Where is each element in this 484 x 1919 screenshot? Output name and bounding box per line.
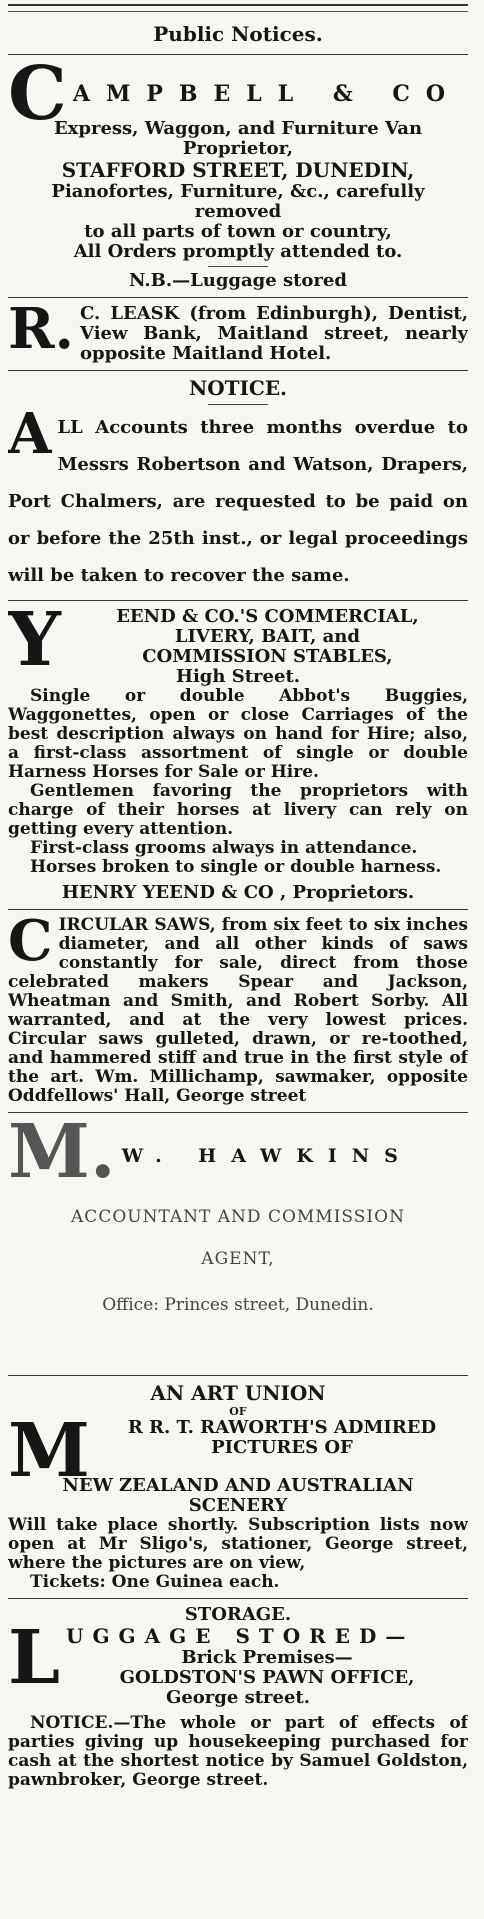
art-union-of: OF: [229, 1405, 247, 1418]
art-union-heading: AN ART UNION: [150, 1381, 326, 1405]
ad-hawkins-office: Office: Princes street, Dunedin.: [102, 1295, 374, 1315]
drop-cap: M: [8, 1418, 90, 1494]
art-union-title-2: PICTURES OF: [211, 1437, 353, 1458]
drop-cap: A: [8, 409, 52, 467]
notice-heading: NOTICE.: [188, 376, 288, 400]
notice-text: LL Accounts three months overdue to Messrs Robertson and Watson, Drapers, Port Chalmers, are requested to be paid on or before the 25th inst., or legal proceedings will be taken to recover the same.: [8, 417, 468, 586]
ad-campbell-address: STAFFORD STREET, DUNEDIN,: [61, 158, 415, 182]
ad-saws-text: IRCULAR SAWS, from six feet to six inches diameter, and all other kinds of saws constantly for sale, direct from those celebrated makers Spear and Jackson, Wheatman and Smith, and Robert Sorby. All warranted, and at the very lowest prices. Circular saws gulleted, drawn, or re-toothed, and hammered stiff and true in the first style of the art. Wm. Millichamp, sawmaker, opposite Oddfellows' Hall, George street: [8, 916, 468, 1106]
short-rule: [208, 266, 268, 267]
ad-campbell: [8, 61, 468, 291]
storage-notice: NOTICE.—The whole or part of effects of parties giving up housekeeping purchased for cash at the shortest notice by Samuel Goldston, pawnbroker, George street.: [8, 1713, 468, 1790]
ad-storage: [8, 1625, 468, 1790]
art-union-title-4: SCENERY: [188, 1495, 288, 1516]
art-union-title-1: R R. T. RAWORTH'S ADMIRED: [127, 1418, 437, 1438]
top-rule: [8, 4, 468, 12]
ad-hawkins: [8, 1119, 468, 1369]
art-union-title-3: NEW ZEALAND AND AUSTRALIAN: [62, 1475, 414, 1496]
short-rule: [208, 404, 268, 405]
ad-campbell-nb: N.B.—Luggage stored: [129, 270, 347, 291]
ad-campbell-line-2: Proprietor,: [182, 138, 294, 159]
art-union-tickets: Tickets: One Guinea each.: [30, 1572, 280, 1592]
ad-yeend-street: High Street.: [175, 666, 301, 687]
ad-yeend-title-2: LIVERY, BAIT, and: [174, 626, 360, 647]
drop-cap: C: [8, 916, 53, 974]
drop-cap: M.: [8, 1119, 116, 1195]
ad-campbell-line-3: Pianofortes, Furniture, &c., carefully removed: [51, 181, 425, 222]
divider: [8, 909, 468, 910]
ad-yeend-para-1: Single or double Abbot's Buggies, Waggonettes, open or close Carriages of the best description always on hand for Hire; also, a first-class assortment of single or double Harness Horses for Sale or Hire.: [8, 686, 468, 782]
divider: [8, 1112, 468, 1113]
ad-campbell-line-5: All Orders promptly attended to.: [73, 241, 403, 262]
ad-leask: [8, 304, 468, 364]
ad-yeend-para-3: First-class grooms always in attendance.: [30, 838, 418, 858]
ad-hawkins-name: W. HAWKINS: [121, 1145, 413, 1167]
drop-cap: R.: [8, 304, 75, 362]
storage-line-3: George street.: [165, 1687, 311, 1708]
storage-heading: STORAGE.: [184, 1604, 292, 1625]
ad-yeend-para-2: Gentlemen favoring the proprietors with charge of their horses at livery can rely on getting every attention.: [8, 781, 468, 839]
ad-notice: [8, 409, 468, 594]
divider: [8, 600, 468, 601]
storage-title: UGGAGE STORED—: [66, 1625, 415, 1648]
ad-yeend: [8, 607, 468, 903]
storage-line-1: Brick Premises—: [181, 1647, 353, 1668]
ad-saws: [8, 916, 468, 1106]
ad-hawkins-line-2: AGENT,: [201, 1249, 275, 1269]
divider: [8, 54, 468, 55]
ad-leask-text: C. LEASK (from Edinburgh), Dentist, View Bank, Maitland street, nearly opposite Maitland Hotel.: [80, 304, 468, 364]
divider: [8, 1598, 468, 1599]
ad-campbell-line-4: to all parts of town or country,: [84, 221, 392, 242]
ad-yeend-title-1: EEND & CO.'S COMMERCIAL,: [116, 607, 419, 627]
art-union-text: Will take place shortly. Subscription lists now open at Mr Sligo's, stationer, George street, where the pictures are on view,: [8, 1515, 468, 1573]
divider: [8, 1375, 468, 1376]
ad-yeend-title-3: COMMISSION STABLES,: [142, 646, 393, 667]
ad-campbell-line-1: Express, Waggon, and Furniture Van: [53, 118, 423, 139]
ad-yeend-signature: HENRY YEEND & CO , Proprietors.: [61, 882, 415, 903]
section-heading: Public Notices.: [153, 22, 323, 46]
ad-campbell-name: AMPBELL & CO: [72, 81, 462, 107]
ad-art-union: [8, 1418, 468, 1592]
drop-cap: C: [8, 61, 67, 137]
divider: [8, 370, 468, 371]
ad-yeend-para-4: Horses broken to single or double harness.: [30, 857, 442, 877]
drop-cap: L: [8, 1625, 61, 1701]
notices-column: [8, 0, 468, 1790]
storage-line-2: GOLDSTON'S PAWN OFFICE,: [119, 1667, 415, 1688]
drop-cap: Y: [8, 607, 61, 683]
divider: [8, 297, 468, 298]
ad-hawkins-line-1: ACCOUNTANT AND COMMISSION: [71, 1207, 405, 1227]
